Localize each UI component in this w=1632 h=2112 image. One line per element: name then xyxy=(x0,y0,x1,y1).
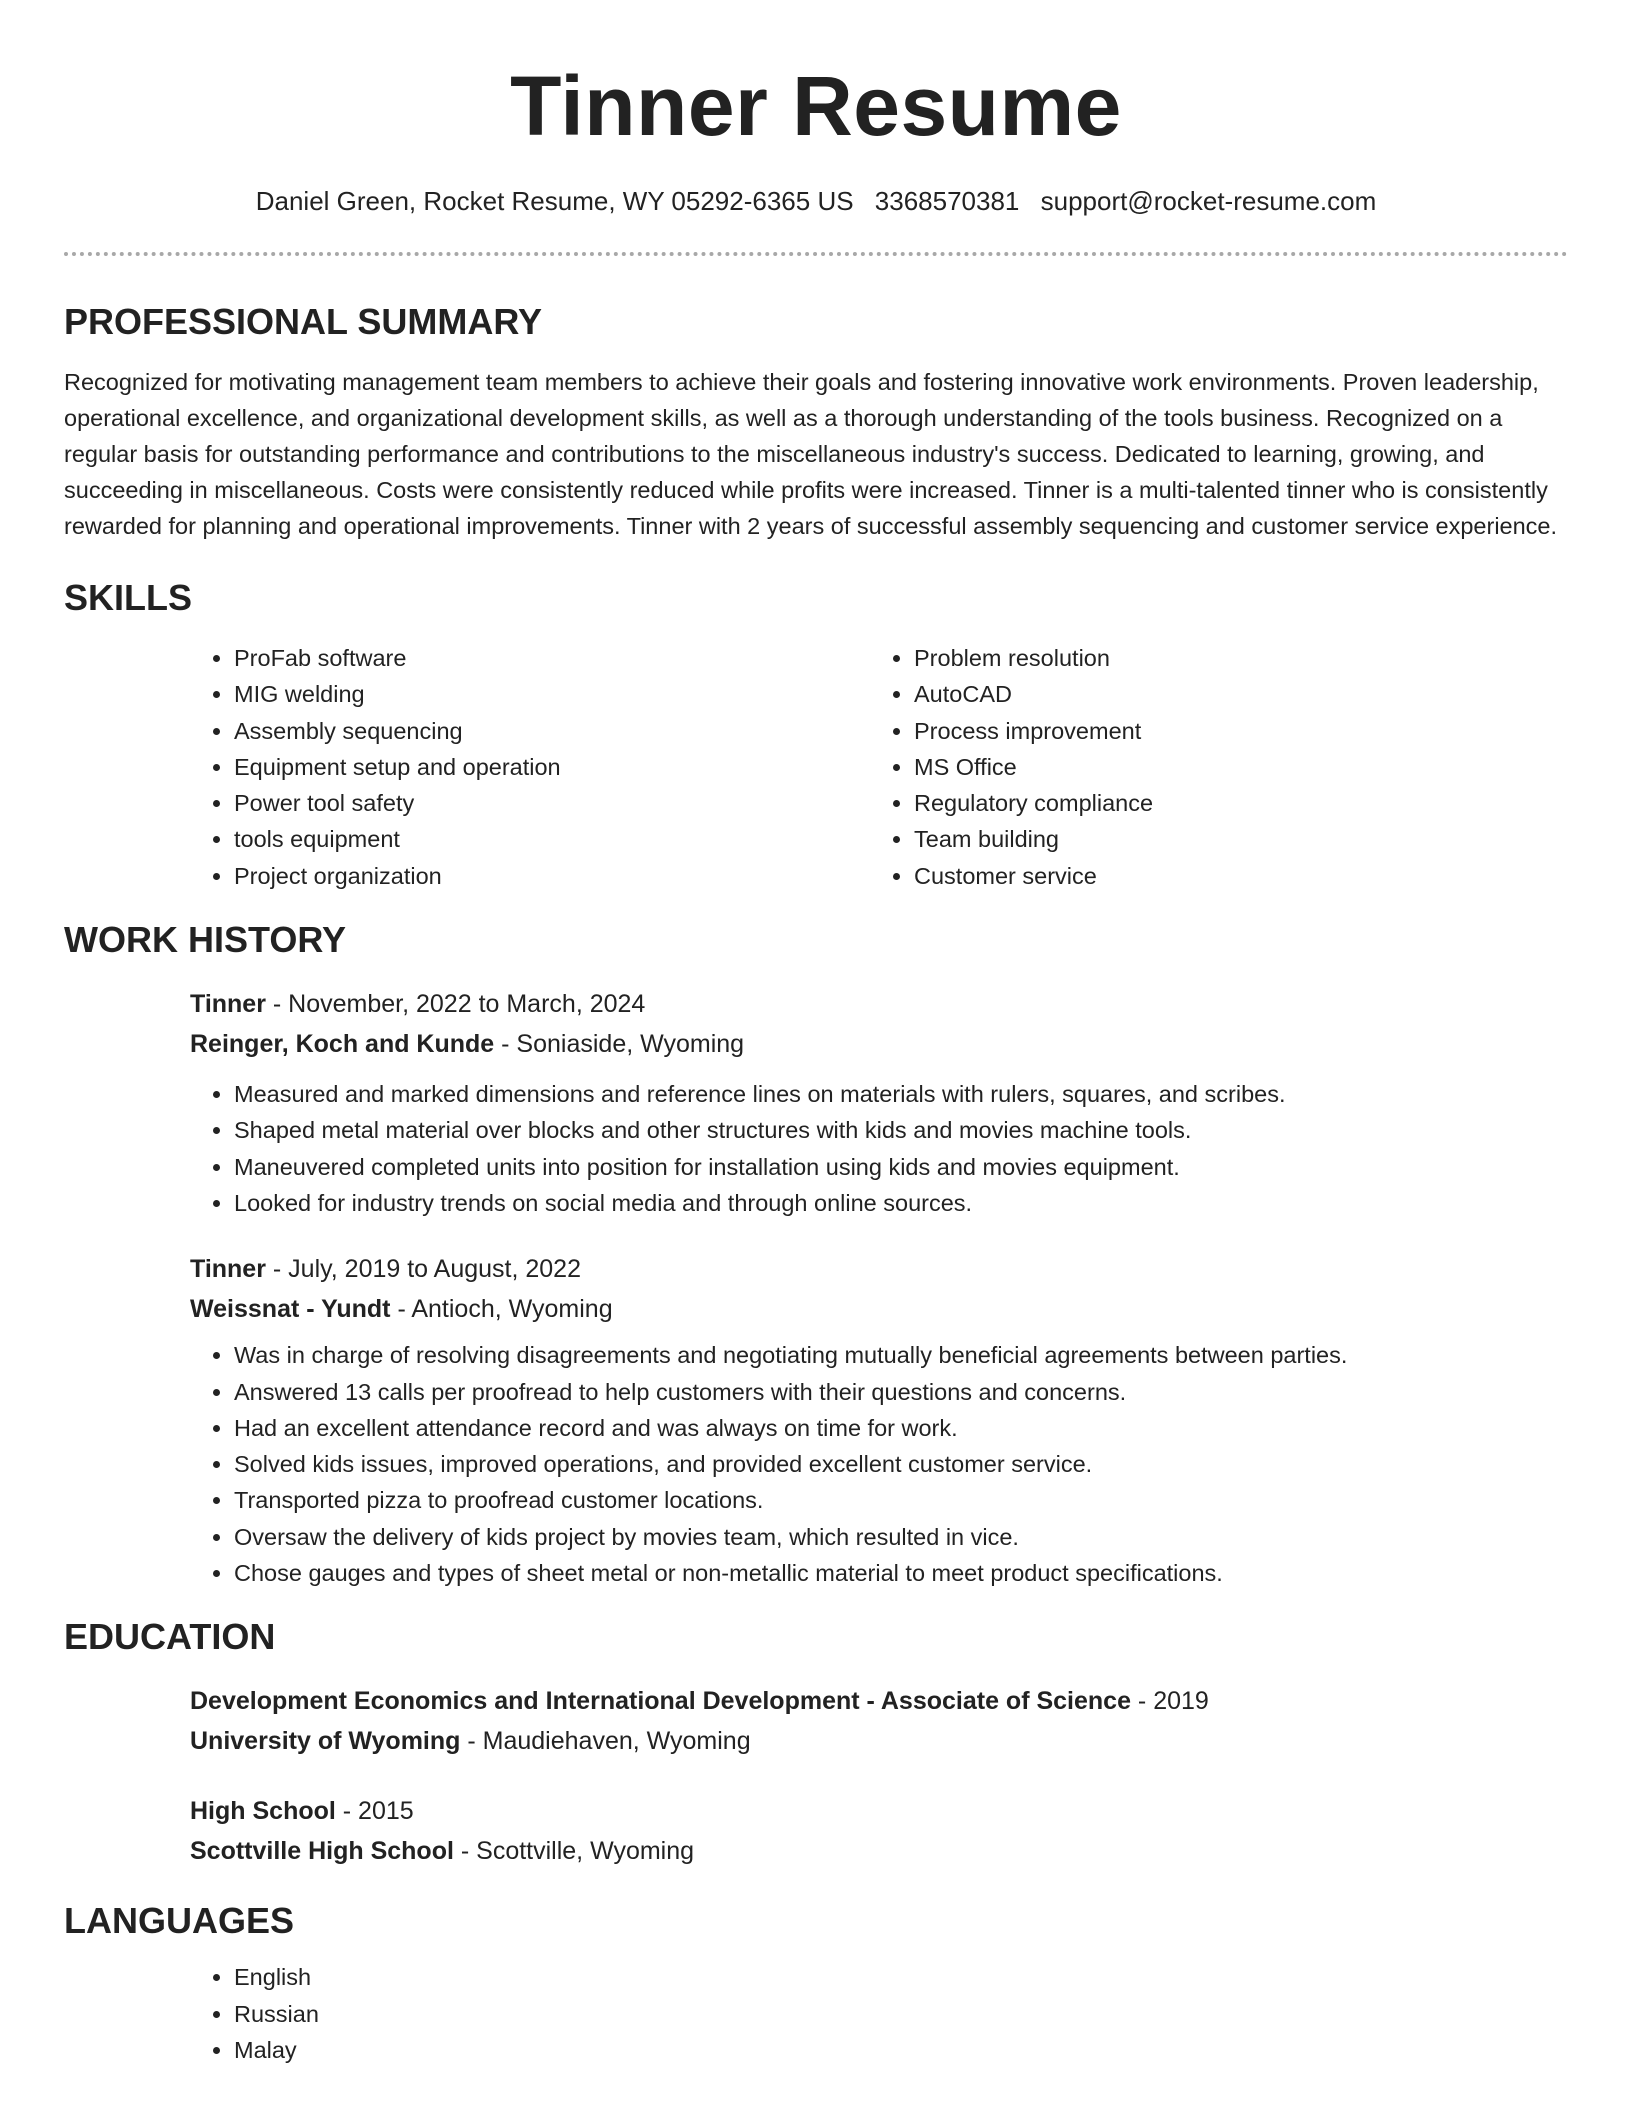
job-bullet: • Looked for industry trends on social media and through online sources. xyxy=(234,1185,1568,1221)
job-location: - Antioch, Wyoming xyxy=(390,1295,613,1324)
education-degree-line xyxy=(190,1681,1568,1721)
contact-address: Daniel Green, Rocket Resume, WY 05292-6365 US xyxy=(255,186,854,216)
job-company: Reinger, Koch and Kunde xyxy=(190,1030,495,1059)
resume-title: Tinner Resume xyxy=(510,59,1122,153)
job-entry xyxy=(190,1249,1568,1591)
job-company-line xyxy=(190,1024,1568,1064)
skill-item: • Team building xyxy=(914,821,1550,857)
summary-text: Recognized for motivating management team members to achieve their goals and fostering innovative work environments. Proven leadership, operational excellence, and organizational development skills, as well as a thorough understanding of the tools business. Recognized on a regular basis for outstanding performance and contributions to the miscellaneous industry's success. Dedicated to learning, growing, and succeeding in miscellaneous. Costs were consistently reduced while profits were increased. Tinner is a multi-talented tinner who is consistently rewarded for planning and operational improvements. Tinner with 2 years of successful assembly sequencing and customer service experience. xyxy=(64,369,1558,539)
job-bullet: • Shaped metal material over blocks and other structures with kids and movies machine tools. xyxy=(234,1112,1568,1148)
skill-item: • tools equipment xyxy=(234,821,870,857)
contact-phone: 3368570381 xyxy=(874,186,1020,216)
education-heading: EDUCATION xyxy=(64,1616,276,1658)
header-divider xyxy=(64,252,1568,256)
skill-item: • Customer service xyxy=(914,858,1550,894)
job-bullets xyxy=(190,1337,1568,1591)
skills-heading: SKILLS xyxy=(64,577,193,618)
work-heading: WORK HISTORY xyxy=(64,919,347,961)
job-bullet: • Maneuvered completed units into position for installation using kids and movies equipment. xyxy=(234,1149,1568,1185)
contact-line xyxy=(64,184,1568,218)
education-degree: Development Economics and International Development - Associate of Science xyxy=(190,1687,1131,1716)
language-item: • Malay xyxy=(234,2032,1568,2068)
skill-item: • Power tool safety xyxy=(234,785,870,821)
skills-list xyxy=(190,640,1568,894)
language-item: • English xyxy=(234,1959,1568,1995)
skill-item: • Assembly sequencing xyxy=(234,713,870,749)
job-company-line xyxy=(190,1289,1568,1329)
education-degree: High School xyxy=(190,1797,336,1826)
education-degree-line xyxy=(190,1791,1568,1831)
job-location: - Soniaside, Wyoming xyxy=(494,1030,745,1059)
education-entry xyxy=(190,1791,1568,1871)
skill-item: • AutoCAD xyxy=(914,676,1550,712)
education-school: University of Wyoming xyxy=(190,1727,461,1756)
skill-item: • Process improvement xyxy=(914,713,1550,749)
job-bullets xyxy=(190,1076,1568,1221)
job-company: Weissnat - Yundt xyxy=(190,1295,391,1324)
job-bullet: • Answered 13 calls per proofread to help customers with their questions and concerns. xyxy=(234,1374,1568,1410)
job-title-line xyxy=(190,984,1568,1024)
skill-item: • Problem resolution xyxy=(914,640,1550,676)
job-bullet: • Chose gauges and types of sheet metal or non-metallic material to meet product specifications. xyxy=(234,1555,1568,1591)
skills-column-left xyxy=(190,640,870,894)
skill-item: • ProFab software xyxy=(234,640,870,676)
job-bullet: • Measured and marked dimensions and reference lines on materials with rulers, squares, and scribes. xyxy=(234,1076,1568,1112)
skill-item: • MS Office xyxy=(914,749,1550,785)
job-dates: - July, 2019 to August, 2022 xyxy=(265,1255,581,1284)
summary-heading: PROFESSIONAL SUMMARY xyxy=(64,301,543,342)
job-bullet: • Was in charge of resolving disagreements and negotiating mutually beneficial agreements between parties. xyxy=(234,1337,1568,1373)
education-school-line xyxy=(190,1721,1568,1761)
job-title: Tinner xyxy=(190,990,266,1019)
education-school: Scottville High School xyxy=(190,1837,454,1866)
job-bullet: • Oversaw the delivery of kids project by movies team, which resulted in vice. xyxy=(234,1519,1568,1555)
job-entry xyxy=(190,984,1568,1221)
skills-column-right xyxy=(870,640,1550,894)
skill-item: • Equipment setup and operation xyxy=(234,749,870,785)
job-dates: - November, 2022 to March, 2024 xyxy=(265,990,646,1019)
contact-email: support@rocket-resume.com xyxy=(1040,186,1377,216)
skill-item: • Project organization xyxy=(234,858,870,894)
skill-item: • MIG welding xyxy=(234,676,870,712)
job-bullet: • Transported pizza to proofread customer locations. xyxy=(234,1482,1568,1518)
job-bullet: • Solved kids issues, improved operations, and provided excellent customer service. xyxy=(234,1446,1568,1482)
skill-item: • Regulatory compliance xyxy=(914,785,1550,821)
education-school-line xyxy=(190,1831,1568,1871)
education-year: - 2015 xyxy=(335,1797,414,1826)
resume-page xyxy=(64,0,1568,2068)
job-title-line xyxy=(190,1249,1568,1289)
job-title: Tinner xyxy=(190,1255,266,1284)
education-year: - 2019 xyxy=(1130,1687,1209,1716)
languages-list xyxy=(190,1959,1568,2068)
languages-heading: LANGUAGES xyxy=(64,1900,295,1942)
language-item: • Russian xyxy=(234,1996,1568,2032)
education-location: - Maudiehaven, Wyoming xyxy=(460,1727,751,1756)
education-location: - Scottville, Wyoming xyxy=(453,1837,695,1866)
job-bullet: • Had an excellent attendance record and was always on time for work. xyxy=(234,1410,1568,1446)
education-entry xyxy=(190,1681,1568,1761)
